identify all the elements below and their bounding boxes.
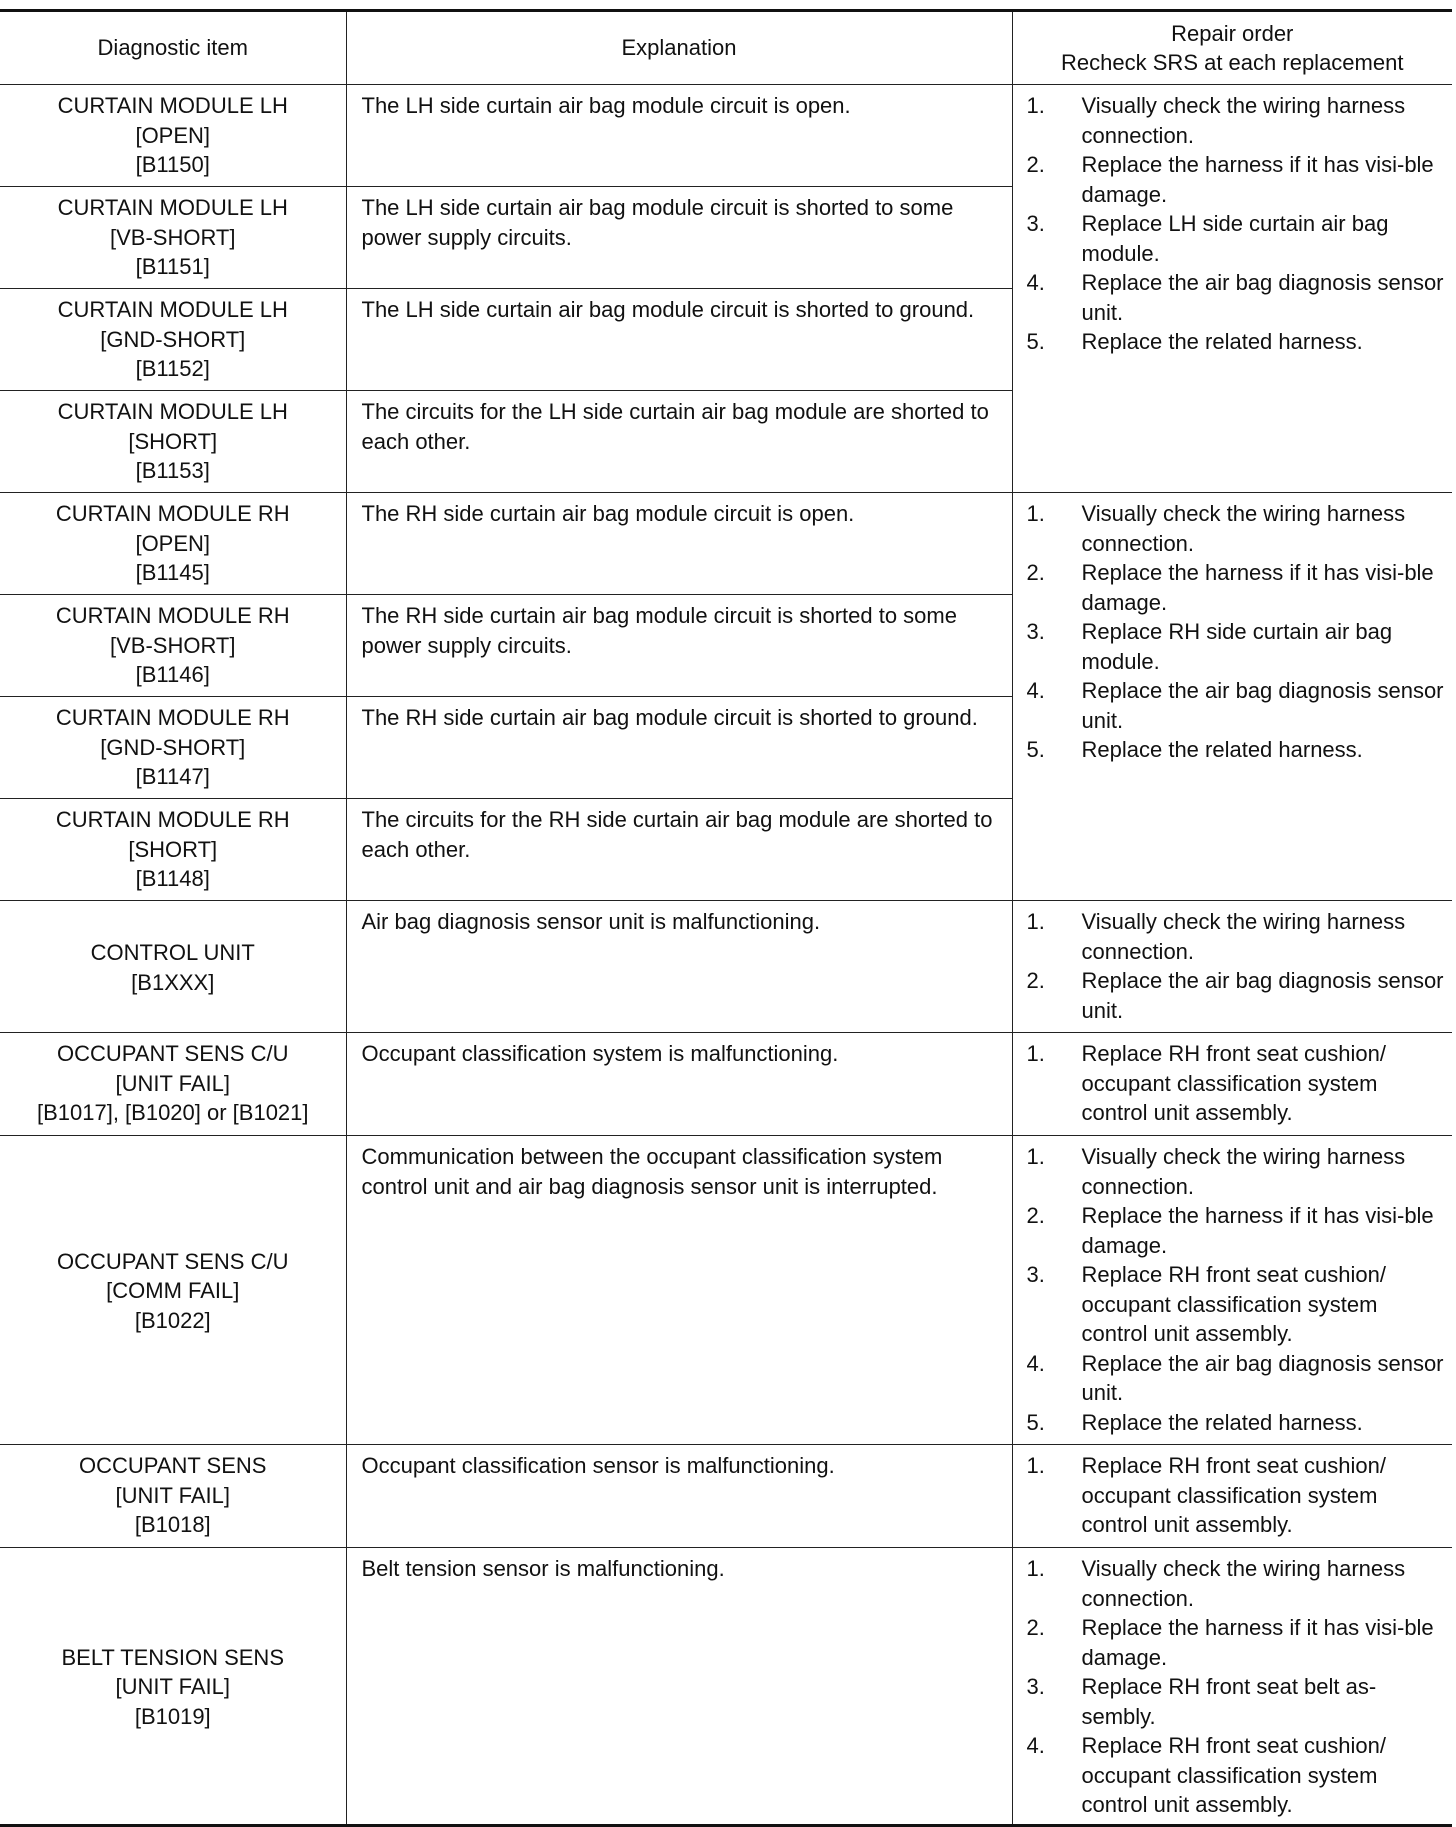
- diagnostic-item: CURTAIN MODULE RH [OPEN] [B1145]: [0, 493, 346, 595]
- diagnostic-item: CURTAIN MODULE LH [OPEN] [B1150]: [0, 85, 346, 187]
- repair-step: 1. Visually check the wiring harness connection.: [1026, 1144, 1406, 1199]
- repair-step: 1. Visually check the wiring harness connection.: [1026, 93, 1406, 148]
- repair-step: 3. Replace RH front seat belt as-sembly.: [1026, 1674, 1377, 1729]
- diagnostic-item: OCCUPANT SENS C/U [UNIT FAIL] [B1017], [B1020] or [B1021]: [0, 1033, 346, 1136]
- repair-order: [1012, 901, 1452, 1033]
- diagnostic-item: CONTROL UNIT [B1XXX]: [0, 901, 346, 1033]
- repair-step: 4. Replace RH front seat cushion/ occupant classification system control unit assembly.: [1026, 1733, 1386, 1817]
- repair-step: 2. Replace the harness if it has visi-ble damage.: [1026, 560, 1434, 615]
- repair-order: [1012, 493, 1452, 901]
- header-explanation: Explanation: [346, 11, 1012, 85]
- diagnostic-item: CURTAIN MODULE RH [SHORT] [B1148]: [0, 799, 346, 901]
- repair-step: 3. Replace RH side curtain air bag module.: [1026, 619, 1393, 674]
- repair-step: 4. Replace the air bag diagnosis sensor unit.: [1026, 1350, 1444, 1405]
- table-row: [0, 85, 1452, 187]
- diagnostic-table: [0, 9, 1452, 1827]
- explanation: Belt tension sensor is malfunctioning.: [346, 1548, 1012, 1826]
- explanation: The RH side curtain air bag module circuit is shorted to ground.: [346, 697, 1012, 799]
- repair-step: 3. Replace RH front seat cushion/ occupant classification system control unit assembly.: [1026, 1262, 1386, 1346]
- explanation: Communication between the occupant classification system control unit and air bag diagnosis sensor unit is interrupted.: [346, 1136, 1012, 1445]
- repair-order: [1012, 1136, 1452, 1445]
- explanation: The circuits for the RH side curtain air bag module are shorted to each other.: [346, 799, 1012, 901]
- repair-step: 2. Replace the harness if it has visi-ble damage.: [1026, 1615, 1434, 1670]
- header-row: [0, 11, 1452, 85]
- explanation: The RH side curtain air bag module circuit is open.: [346, 493, 1012, 595]
- explanation: The LH side curtain air bag module circuit is shorted to ground.: [346, 289, 1012, 391]
- repair-step: 2. Replace the air bag diagnosis sensor unit.: [1026, 968, 1444, 1023]
- table-row: [0, 493, 1452, 595]
- explanation: The LH side curtain air bag module circuit is shorted to some power supply circuits.: [346, 187, 1012, 289]
- table-row: [0, 1033, 1452, 1136]
- repair-step: 1. Visually check the wiring harness connection.: [1026, 1556, 1406, 1611]
- repair-step: 3. Replace LH side curtain air bag module.: [1026, 211, 1389, 266]
- repair-step: 1. Replace RH front seat cushion/ occupant classification system control unit assembly.: [1026, 1041, 1386, 1125]
- diagnostic-item: CURTAIN MODULE RH [VB-SHORT] [B1146]: [0, 595, 346, 697]
- explanation: The circuits for the LH side curtain air bag module are shorted to each other.: [346, 391, 1012, 493]
- explanation: Occupant classification sensor is malfunctioning.: [346, 1445, 1012, 1548]
- repair-step: 2. Replace the harness if it has visi-ble damage.: [1026, 1203, 1434, 1258]
- table-row: [0, 1136, 1452, 1445]
- diagnostic-item: BELT TENSION SENS [UNIT FAIL] [B1019]: [0, 1548, 346, 1826]
- header-repair-order-note: Recheck SRS at each replacement: [1061, 50, 1404, 75]
- repair-order: [1012, 1033, 1452, 1136]
- repair-step: 5. Replace the related harness.: [1026, 329, 1363, 354]
- repair-step: 1. Visually check the wiring harness connection.: [1026, 501, 1406, 556]
- header-diagnostic-item: Diagnostic item: [0, 11, 346, 85]
- diagnostic-item: CURTAIN MODULE LH [SHORT] [B1153]: [0, 391, 346, 493]
- explanation: The RH side curtain air bag module circuit is shorted to some power supply circuits.: [346, 595, 1012, 697]
- repair-step: 5. Replace the related harness.: [1026, 737, 1363, 762]
- repair-step: 1. Replace RH front seat cushion/ occupant classification system control unit assembly.: [1026, 1453, 1386, 1537]
- explanation: The LH side curtain air bag module circuit is open.: [346, 85, 1012, 187]
- table-row: [0, 1445, 1452, 1548]
- repair-step: 5. Replace the related harness.: [1026, 1409, 1363, 1435]
- repair-step: 2. Replace the harness if it has visi-ble damage.: [1026, 152, 1434, 207]
- diagnostic-item: CURTAIN MODULE LH [GND-SHORT] [B1152]: [0, 289, 346, 391]
- diagnostic-item: OCCUPANT SENS C/U [COMM FAIL] [B1022]: [0, 1136, 346, 1445]
- repair-step: 4. Replace the air bag diagnosis sensor unit.: [1026, 678, 1444, 733]
- diagnostic-item: OCCUPANT SENS [UNIT FAIL] [B1018]: [0, 1445, 346, 1548]
- table-row: [0, 1548, 1452, 1826]
- repair-step: 1. Visually check the wiring harness connection.: [1026, 909, 1406, 964]
- table-row: [0, 901, 1452, 1033]
- repair-order: [1012, 1445, 1452, 1548]
- diagnostic-item: CURTAIN MODULE RH [GND-SHORT] [B1147]: [0, 697, 346, 799]
- repair-order: [1012, 85, 1452, 493]
- explanation: Occupant classification system is malfunctioning.: [346, 1033, 1012, 1136]
- header-repair-order: [1012, 11, 1452, 85]
- explanation: Air bag diagnosis sensor unit is malfunctioning.: [346, 901, 1012, 1033]
- repair-order: [1012, 1548, 1452, 1826]
- repair-step: 4. Replace the air bag diagnosis sensor unit.: [1026, 270, 1444, 325]
- header-repair-order-title: Repair order: [1171, 20, 1294, 46]
- diagnostic-item: CURTAIN MODULE LH [VB-SHORT] [B1151]: [0, 187, 346, 289]
